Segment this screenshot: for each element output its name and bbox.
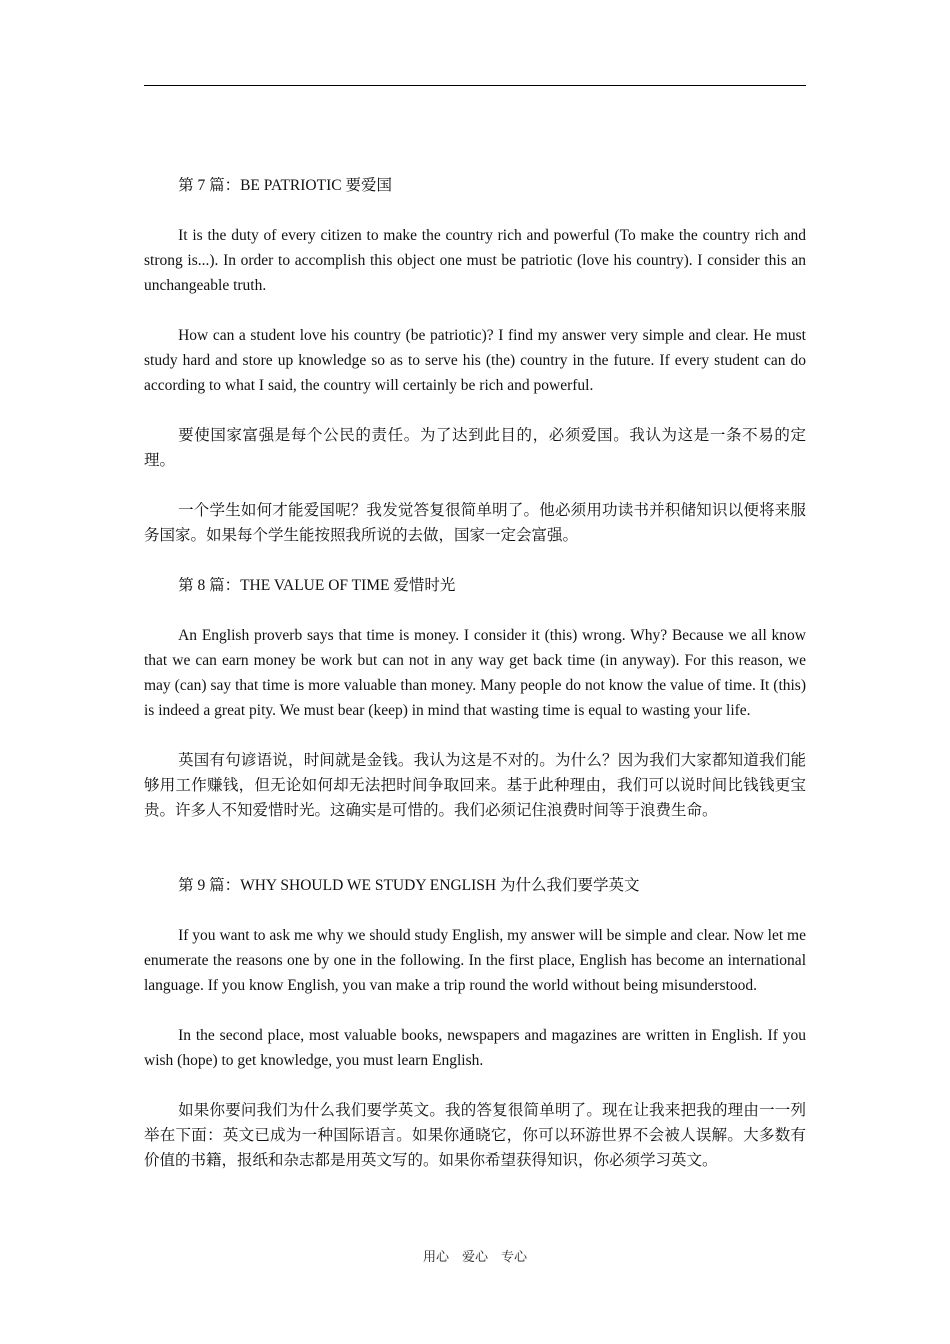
paragraph: In the second place, most valuable books, newspapers and magazines are written in English. If you wish (hope) to get knowledge, you must learn English. — [144, 1027, 806, 1069]
section-title: 第 8 篇：THE VALUE OF TIME 爱惜时光 — [178, 577, 456, 594]
paragraph: If you want to ask me why we should study English, my answer will be simple and clear. Now let me enumerate the reasons one by one in the following. In the first place, English has become an international language. If you know English, you van make a trip round the world without being misunderstood. — [144, 927, 806, 994]
page-footer: 用心 爱心 专心 — [422, 1249, 527, 1264]
paragraph: 一个学生如何才能爱国呢？我发觉答复很简单明了。他必须用功读书并积储知识以便将来服务国家。如果每个学生能按照我所说的去做，国家一定会富强。 — [144, 502, 806, 544]
paragraph: An English proverb says that time is money. I consider it (this) wrong. Why? Because we all know that we can earn money be work but can not in any way get back time (in anyway). For this reason, we may (can) say that time is more valuable than money. Many people do not know the value of time. It (this) is indeed a great pity. We must bear (keep) in mind that wasting time is equal to wasting your life. — [144, 627, 806, 719]
paragraph: 要使国家富强是每个公民的责任。为了达到此目的，必须爱国。我认为这是一条不易的定理。 — [144, 427, 806, 469]
paragraph: It is the duty of every citizen to make the country rich and powerful (To make the country rich and strong is...). In order to accomplish this object one must be patriotic (love his country). I consider this an unchangeable truth. — [144, 227, 806, 294]
document-body — [144, 173, 806, 1173]
section-title: 第 9 篇：WHY SHOULD WE STUDY ENGLISH 为什么我们要学英文 — [178, 877, 640, 894]
paragraph: 英国有句谚语说，时间就是金钱。我认为这是不对的。为什么？因为我们大家都知道我们能够用工作赚钱，但无论如何却无法把时间争取回来。基于此种理由，我们可以说时间比钱钱更宝贵。许多人不知爱惜时光。这确实是可惜的。我们必须记住浪费时间等于浪费生命。 — [144, 752, 806, 819]
paragraph: 如果你要问我们为什么我们要学英文。我的答复很简单明了。现在让我来把我的理由一一列举在下面：英文已成为一种国际语言。如果你通晓它，你可以环游世界不会被人误解。大多数有价值的书籍，报纸和杂志都是用英文写的。如果你希望获得知识，你必须学习英文。 — [144, 1102, 806, 1169]
paragraph: How can a student love his country (be patriotic)? I find my answer very simple and clear. He must study hard and store up knowledge so as to serve his (the) country in the future. If every student can do according to what I said, the country will certainly be rich and powerful. — [144, 327, 806, 394]
section-title: 第 7 篇：BE PATRIOTIC 要爱国 — [178, 177, 392, 194]
header-rule — [144, 85, 806, 86]
